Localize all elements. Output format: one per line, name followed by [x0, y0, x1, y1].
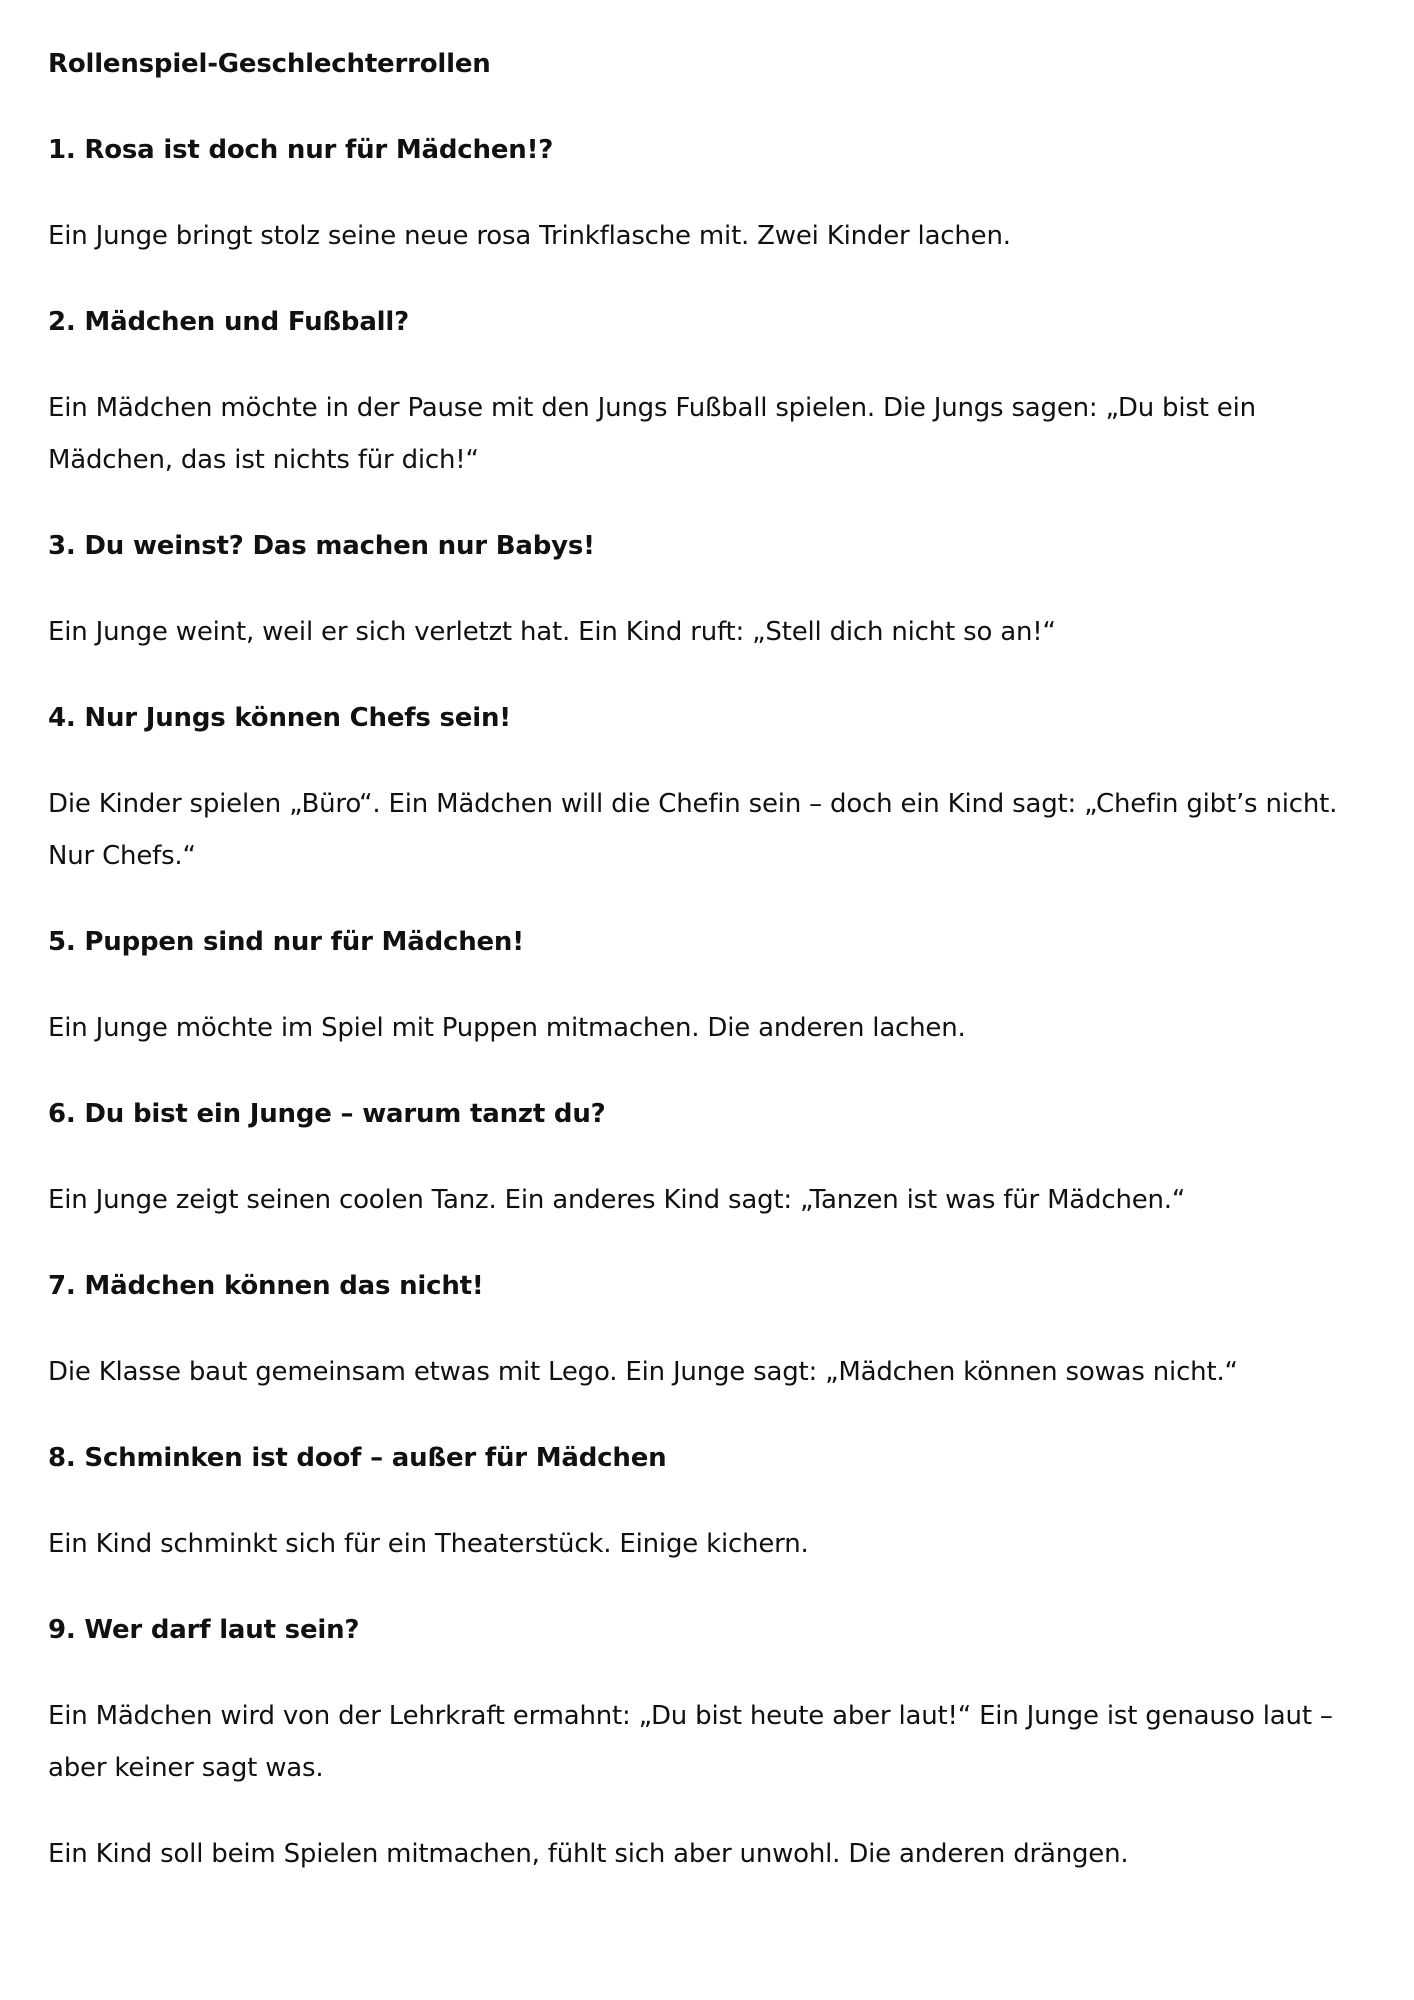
scenario-text: Ein Kind schminkt sich für ein Theaterstück. Einige kichern. [48, 1529, 809, 1559]
scenario-4 [48, 700, 1368, 882]
closing-scenario-text: Ein Kind soll beim Spielen mitmachen, fühlt sich aber unwohl. Die anderen drängen. [48, 1839, 1129, 1869]
document-body [48, 46, 1368, 1880]
scenario-text: Ein Mädchen möchte in der Pause mit den Jungs Fußball spielen. Die Jungs sagen: „Du bist ein Mädchen, das ist nichts für dich!“ [48, 393, 1256, 475]
scenario-heading: 7. Mädchen können das nicht! [48, 1271, 484, 1301]
scenario-heading: 2. Mädchen und Fußball? [48, 307, 409, 337]
scenario-heading: 8. Schminken ist doof – außer für Mädchen [48, 1443, 667, 1473]
scenario-1 [48, 132, 1368, 262]
scenario-text: Ein Junge zeigt seinen coolen Tanz. Ein anderes Kind sagt: „Tanzen ist was für Mädchen.“ [48, 1185, 1186, 1215]
scenario-5 [48, 924, 1368, 1054]
scenario-8 [48, 1440, 1368, 1570]
scenario-heading: 9. Wer darf laut sein? [48, 1615, 360, 1645]
document-title: Rollenspiel-Geschlechterrollen [48, 49, 491, 79]
scenario-heading: 4. Nur Jungs können Chefs sein! [48, 703, 511, 733]
scenario-9 [48, 1612, 1368, 1794]
scenario-2 [48, 304, 1368, 486]
scenario-text: Ein Mädchen wird von der Lehrkraft ermahnt: „Du bist heute aber laut!“ Ein Junge ist genauso laut – aber keiner sagt was. [48, 1701, 1333, 1783]
scenario-text: Die Kinder spielen „Büro“. Ein Mädchen will die Chefin sein – doch ein Kind sagt: „Chefin gibt’s nicht. Nur Chefs.“ [48, 789, 1338, 871]
scenario-heading: 3. Du weinst? Das machen nur Babys! [48, 531, 595, 561]
scenario-text: Ein Junge weint, weil er sich verletzt hat. Ein Kind ruft: „Stell dich nicht so an!“ [48, 617, 1056, 647]
scenario-text: Ein Junge möchte im Spiel mit Puppen mitmachen. Die anderen lachen. [48, 1013, 966, 1043]
scenario-7 [48, 1268, 1368, 1398]
scenario-heading: 1. Rosa ist doch nur für Mädchen!? [48, 135, 554, 165]
scenario-heading: 6. Du bist ein Junge – warum tanzt du? [48, 1099, 606, 1129]
scenario-text: Ein Junge bringt stolz seine neue rosa Trinkflasche mit. Zwei Kinder lachen. [48, 221, 1011, 251]
scenario-heading: 5. Puppen sind nur für Mädchen! [48, 927, 524, 957]
scenario-3 [48, 528, 1368, 658]
scenario-6 [48, 1096, 1368, 1226]
scenario-text: Die Klasse baut gemeinsam etwas mit Lego. Ein Junge sagt: „Mädchen können sowas nicht.“ [48, 1357, 1238, 1387]
